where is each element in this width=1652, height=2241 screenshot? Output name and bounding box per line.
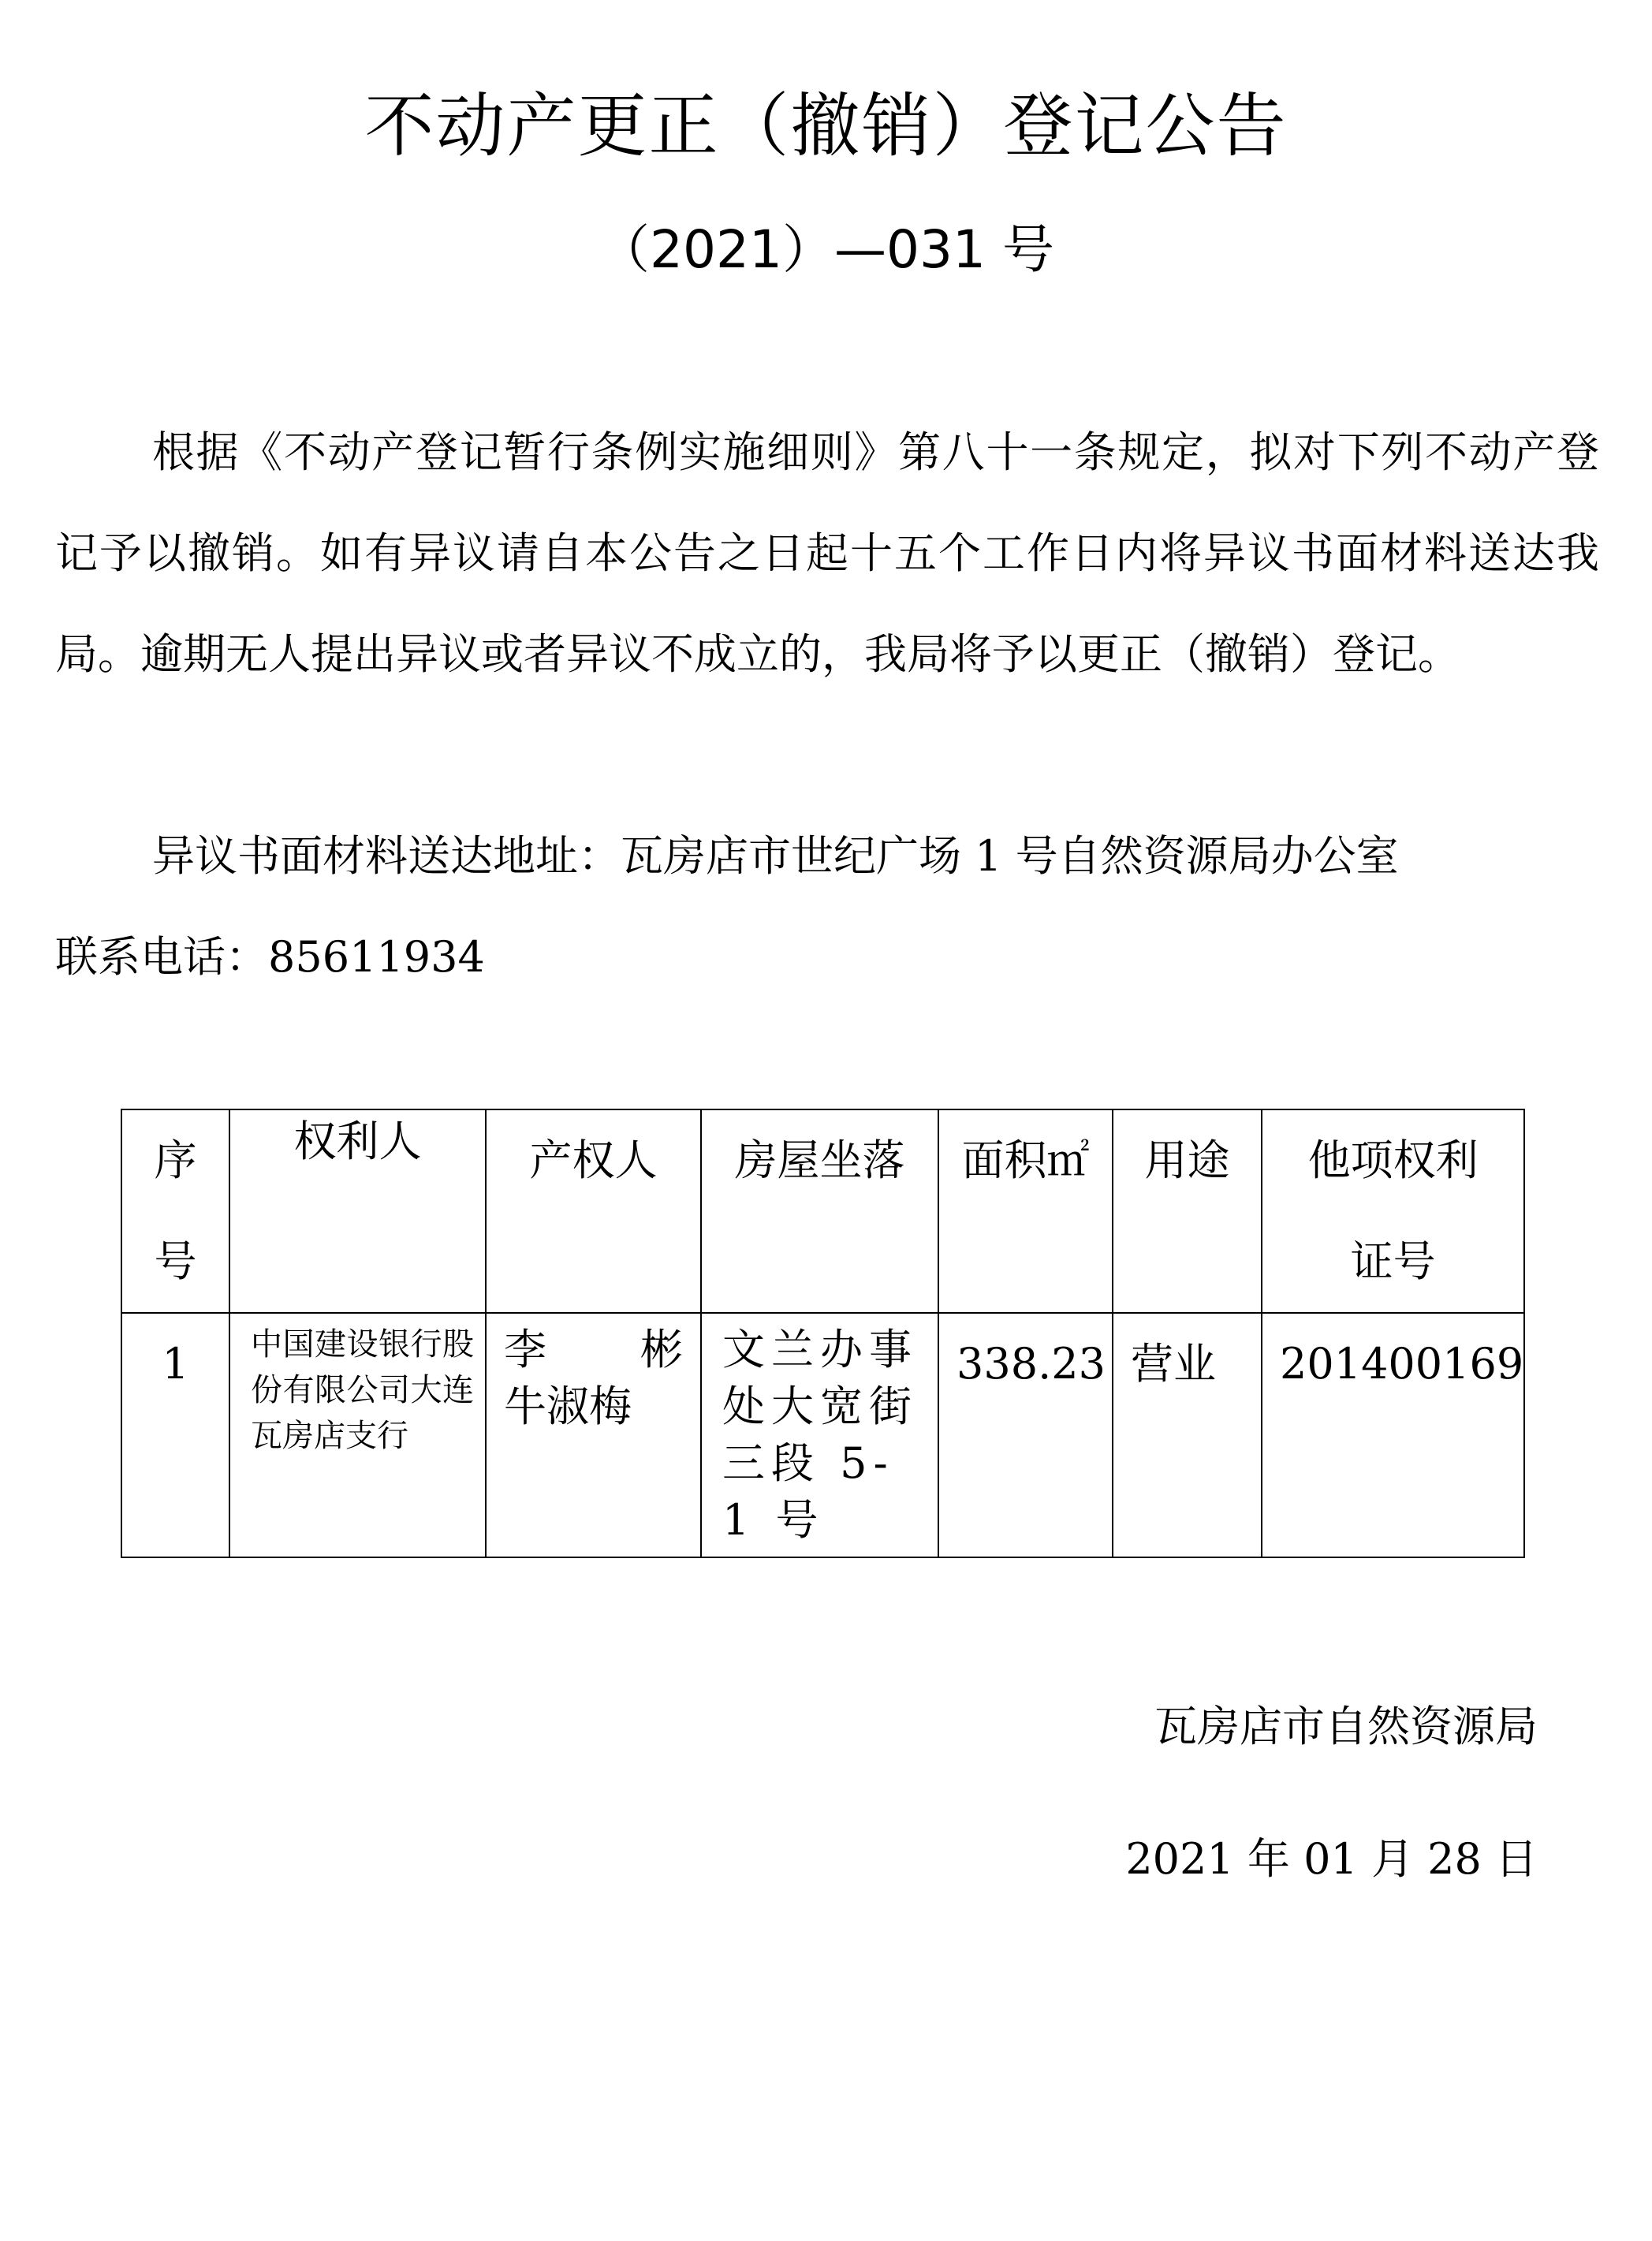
header-seq <box>121 1109 229 1313</box>
table-row <box>121 1313 1524 1557</box>
cell-location <box>701 1313 938 1557</box>
cell-area <box>938 1313 1113 1557</box>
cell-area-value: 338.23 <box>957 1339 1106 1389</box>
cell-rights-holder-value: 中国建设银行股份有限公司大连瓦房店支行 <box>251 1326 474 1454</box>
cell-usage-value: 营业 <box>1131 1339 1216 1389</box>
header-seq-line2: 号 <box>154 1236 197 1286</box>
header-other-rights-line2: 证号 <box>1350 1236 1436 1286</box>
cell-location-value: 文兰办事处大宽街三段 5-1 号 <box>722 1325 918 1545</box>
header-property-owner <box>486 1109 701 1313</box>
objection-address: 异议书面材料送达地址：瓦房店市世纪广场 1 号自然资源局办公室 <box>152 831 1399 881</box>
header-usage-label: 用途 <box>1144 1135 1230 1185</box>
notice-body-paragraph: 根据《不动产登记暂行条例实施细则》第八十一条规定，拟对下列不动产登记予以撤销。如有异议请自本公告之日起十五个工作日内将异议书面材料送达我局。逾期无人提出异议或者异议不成立的，我局将予以更正（撤销）登记。 <box>55 427 1599 679</box>
owner-2-name: 牛淑梅 <box>504 1382 632 1431</box>
issuing-authority: 瓦房店市自然资源局 <box>1154 1702 1538 1751</box>
owner-line-1 <box>504 1322 683 1378</box>
header-seq-line1: 序 <box>154 1135 197 1185</box>
header-location <box>701 1109 938 1313</box>
notice-title: 不动产更正（撤销）登记公告 <box>364 85 1288 166</box>
header-other-rights <box>1262 1109 1524 1313</box>
header-rights-holder-label: 权利人 <box>293 1117 422 1166</box>
header-usage <box>1113 1109 1262 1313</box>
cell-seq-value: 1 <box>162 1339 189 1389</box>
issue-date: 2021 年 01 月 28 日 <box>1125 1834 1538 1884</box>
owner-1-given-name: 彬 <box>640 1325 683 1374</box>
cell-rights-holder <box>229 1313 486 1557</box>
owner-1-surname: 李 <box>504 1325 546 1374</box>
cell-usage <box>1113 1313 1262 1557</box>
registry-table <box>121 1109 1525 1558</box>
header-property-owner-label: 产权人 <box>529 1135 658 1185</box>
header-rights-holder <box>229 1109 486 1313</box>
cell-property-owner <box>486 1313 701 1557</box>
cell-cert-no <box>1262 1313 1524 1557</box>
cell-cert-no-value: 201400169 <box>1280 1339 1524 1389</box>
cell-seq <box>121 1313 229 1557</box>
header-area <box>938 1109 1113 1313</box>
table-header-row <box>121 1109 1524 1313</box>
header-other-rights-line1: 他项权利 <box>1307 1135 1479 1185</box>
header-location-label: 房屋坐落 <box>734 1135 905 1185</box>
document-number: （2021）—031 号 <box>598 219 1054 280</box>
contact-phone: 联系电话：85611934 <box>55 932 485 982</box>
header-area-label: 面积㎡ <box>961 1135 1090 1185</box>
